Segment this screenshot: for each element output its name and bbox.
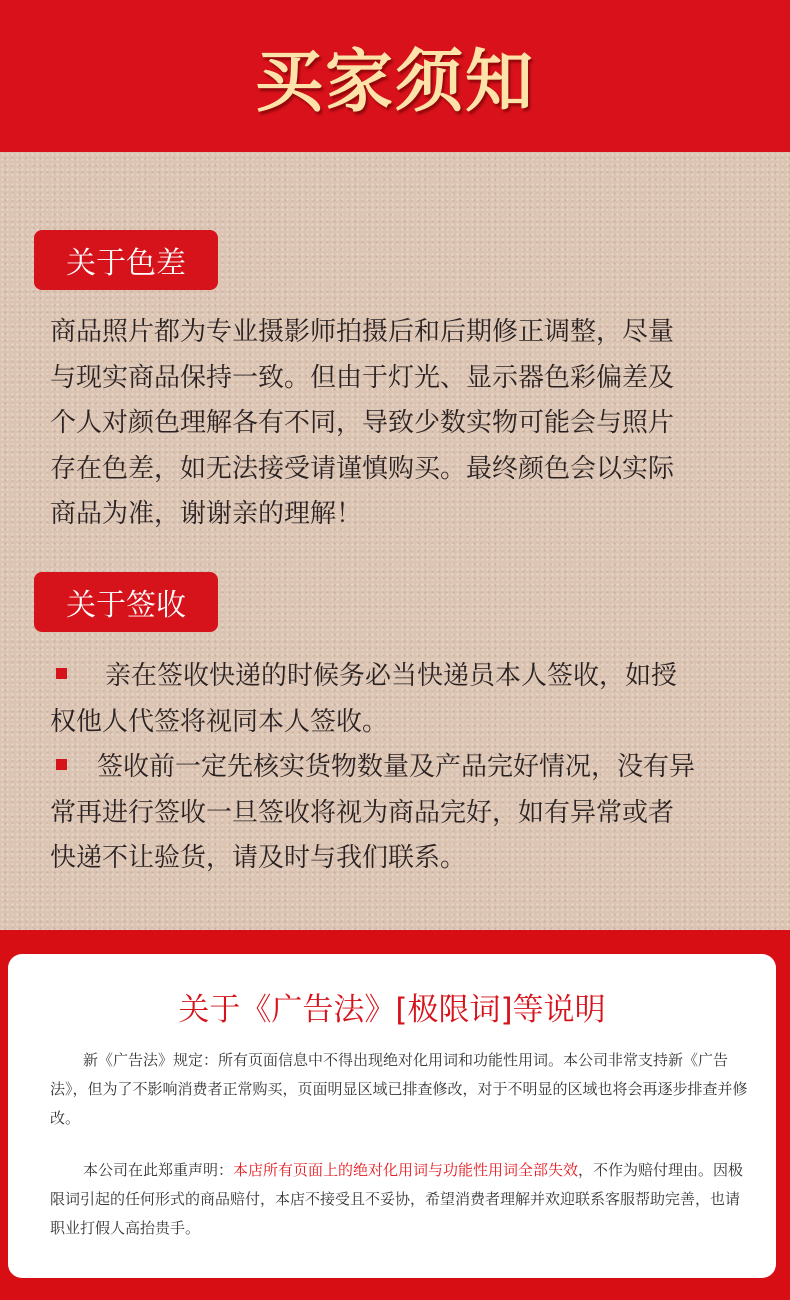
list-item — [50, 654, 750, 700]
text-line: 个人对颜色理解各有不同，导致少数实物可能会与照片 — [50, 408, 675, 438]
text-line: 商品照片都为专业摄影师拍摄后和后期修正调整，尽量 — [50, 317, 675, 347]
notice-text: 本公司在此郑重声明： — [83, 1161, 234, 1179]
notice-paragraph-1: 新《广告法》规定：所有页面信息中不得出现绝对化用词和功能性用词。本公司非常支持新《广告法》，但为了不影响消费者正常购买，页面明显区域已排查修改，对于不明显的区域也将会再逐步排查并修改。 — [50, 1051, 748, 1127]
text-line: 签收前一定先核实货物数量及产品完好情况，没有异 — [97, 752, 696, 782]
content-panel — [0, 152, 790, 930]
header-banner — [0, 0, 790, 152]
sign-receipt-text — [50, 654, 750, 882]
text-line: 亲在签收快递的时候务必当快递员本人签收，如授 — [105, 661, 678, 691]
list-item — [50, 745, 750, 791]
text-line: 常再进行签收一旦签收将视为商品完好，如有异常或者 — [50, 797, 675, 828]
shop-url-watermark: shop1269394w6n2509.1688.com — [385, 1250, 769, 1275]
text-line: 与现实商品保持一致。但由于灯光、显示器色彩偏差及 — [50, 362, 675, 393]
text-line: 存在色差，如无法接受请谨慎购买。最终颜色会以实际 — [50, 453, 675, 484]
bullet-square-icon — [56, 668, 67, 679]
notice-title: 关于《广告法》[极限词]等说明 — [178, 992, 606, 1028]
notice-paragraph-2 — [50, 1156, 750, 1243]
notice-text: ，不作为赔付理由。因极限词引起的任何形式的商品赔付，本店不接受且不妥协，希望消费者理解并欢迎联系客服帮助完善，也请职业打假人高抬贵手。 — [50, 1161, 744, 1237]
ad-law-notice-card — [8, 954, 776, 1278]
page-title: 买家须知 — [254, 41, 535, 122]
notice-highlight: 本店所有页面上的绝对化用词与功能性用词全部失效 — [233, 1161, 579, 1179]
color-difference-tag: 关于色差 — [34, 230, 218, 290]
color-difference-text — [50, 310, 750, 538]
bullet-square-icon — [56, 759, 67, 770]
text-line: 快递不让验货，请及时与我们联系。 — [50, 843, 467, 873]
text-line: 商品为准，谢谢亲的理解！ — [50, 499, 363, 529]
sign-receipt-tag: 关于签收 — [34, 572, 218, 632]
text-line: 权他人代签将视同本人签收。 — [50, 706, 389, 737]
